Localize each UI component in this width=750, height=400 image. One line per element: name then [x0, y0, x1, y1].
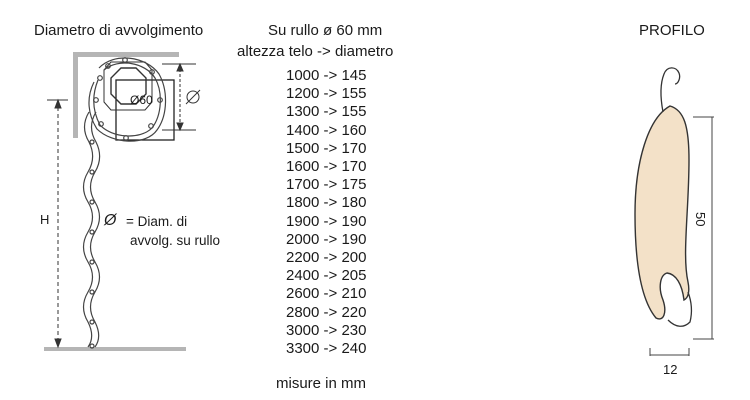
profile-width-label: 12	[663, 362, 678, 377]
roller-diameter-label: Ø60	[130, 93, 153, 107]
profile-body	[635, 106, 689, 319]
profile-title: PROFILO	[639, 22, 705, 39]
table-row: 3000 -> 230	[286, 321, 367, 339]
phi-symbol: Ø	[104, 212, 117, 229]
roller-box-frame	[73, 52, 179, 138]
table-row: 1700 -> 175	[286, 176, 367, 194]
table-row: 1600 -> 170	[286, 158, 367, 176]
table-row: 2800 -> 220	[286, 303, 367, 321]
profile-hook-bottom	[668, 292, 691, 326]
table-row: 1300 -> 155	[286, 103, 367, 121]
floor-line	[44, 347, 186, 351]
table-row: 2200 -> 200	[286, 249, 367, 267]
slat-profile	[635, 68, 691, 326]
table-row: 2400 -> 205	[286, 267, 367, 285]
table-row: 1200 -> 155	[286, 85, 367, 103]
table-row: 2600 -> 210	[286, 285, 367, 303]
height-dimension	[47, 100, 68, 347]
left-title: Diametro di avvolgimento	[34, 22, 204, 39]
table-subtitle: altezza telo -> diametro	[237, 43, 394, 60]
table-row: 2000 -> 190	[286, 230, 367, 248]
table-row: 1900 -> 190	[286, 212, 367, 230]
table-row: 1000 -> 145	[286, 67, 367, 84]
diameter-dimension	[162, 64, 200, 130]
table-row: 3300 -> 240	[286, 340, 367, 358]
diameter-note-line2: avvolg. su rullo	[130, 233, 221, 248]
diameter-note-line1: = Diam. di	[126, 214, 188, 229]
table-row: 1400 -> 160	[286, 121, 367, 139]
table-row: 1500 -> 170	[286, 139, 367, 157]
profile-height-dimension	[693, 117, 714, 339]
profile-width-dimension	[650, 348, 689, 356]
table-row: 1800 -> 180	[286, 194, 367, 212]
middle-title: Su rullo ø 60 mm	[268, 22, 383, 39]
height-label: H	[40, 212, 50, 227]
curtain-slats	[84, 112, 100, 348]
wound-slats	[89, 58, 166, 141]
profile-height-label: 50	[693, 212, 708, 227]
units-note: misure in mm	[276, 375, 367, 392]
